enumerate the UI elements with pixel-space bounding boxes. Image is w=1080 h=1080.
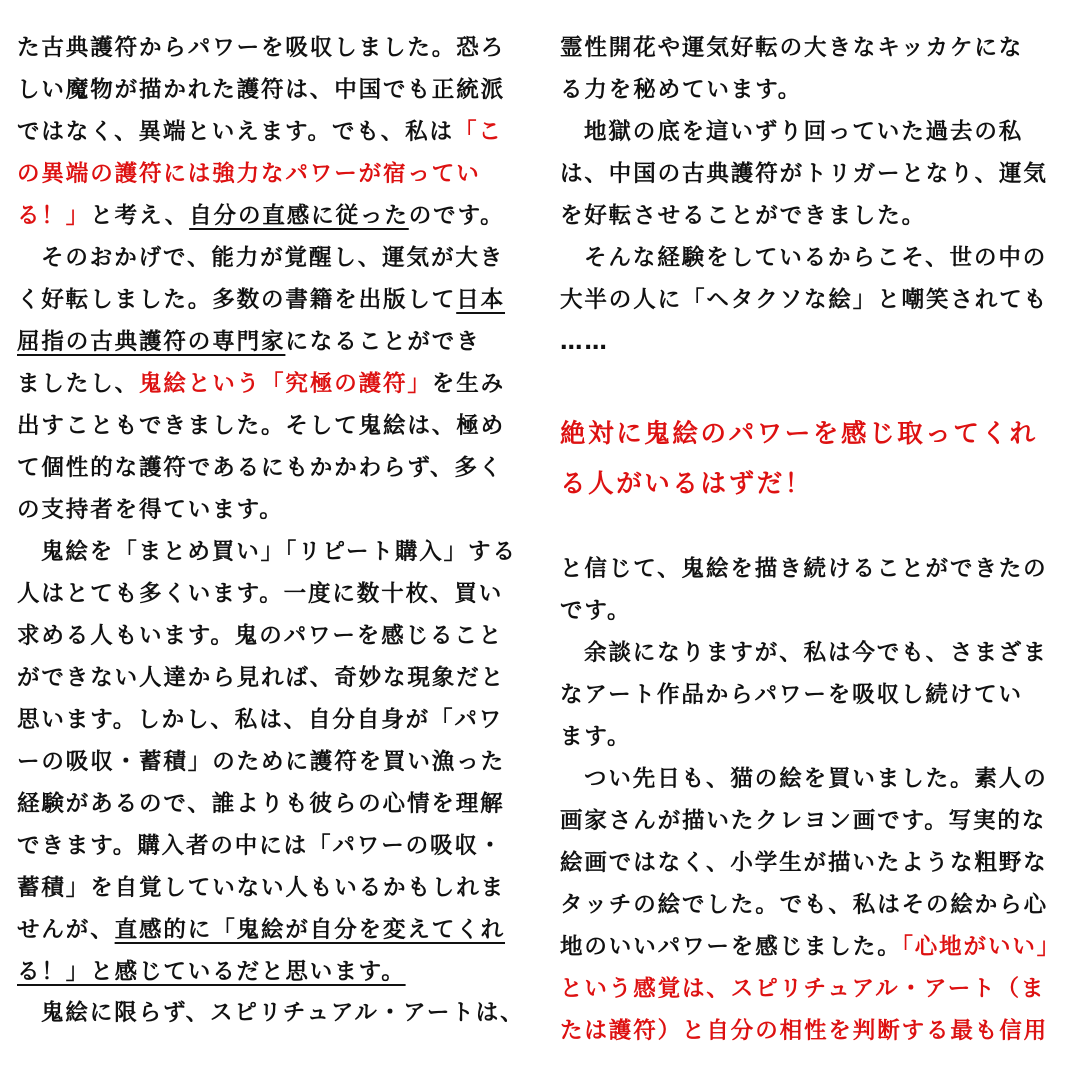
text-line: 霊性開花や運気好転の大きなキッカケにな <box>560 35 1024 61</box>
paragraph-start: そのおかげで、能力が覚醒し、運気が大き <box>41 245 505 271</box>
text-line <box>17 951 406 993</box>
text-line: る！」と考え、自分の直感に従ったのです。 <box>17 203 505 229</box>
underlined-emphasis: 屈指の古典護符の専門家 <box>17 329 286 355</box>
text-line: を好転させることができました。 <box>560 203 927 229</box>
text-line: る力を秘めています。 <box>560 77 803 103</box>
underlined-emphasis: 直感的に「鬼絵が自分を変えてくれ <box>114 917 506 943</box>
red-emphasis-line: の異端の護符には強力なパワーが宿ってい <box>17 161 481 187</box>
text-line: 蓄積」を自覚していない人もいるかもしれま <box>17 875 506 901</box>
text-line: ましたし、鬼絵という「究極の護符」を生み <box>17 371 506 397</box>
text-line: 人はとても多くいます。一度に数十枚、買い <box>17 581 504 607</box>
red-emphasis-line: たは護符）と自分の相性を判断する最も信用 <box>560 1018 1049 1044</box>
text-line: なアート作品からパワーを吸収し続けてい <box>560 682 1023 708</box>
text-line: ができない人達から見れば、奇妙な現象だと <box>17 665 506 691</box>
text-line: せんが、直感的に「鬼絵が自分を変えてくれ <box>17 917 506 943</box>
text-line: と信じて、鬼絵を描き続けることができたの <box>560 556 1048 582</box>
text-line: しい魔物が描かれた護符は、中国でも正統派 <box>17 77 506 103</box>
ellipsis-line: …… <box>560 329 609 355</box>
underlined-emphasis: 自分の直感に従った <box>189 203 409 229</box>
text-line: 求める人もいます。鬼のパワーを感じること <box>17 623 504 649</box>
paragraph-start: 余談になりますが、私は今でも、さまざま <box>584 640 1048 666</box>
red-emphasis: る！」 <box>17 203 91 229</box>
text-line: タッチの絵でした。でも、私はその絵から心 <box>560 892 1049 918</box>
text-line: た古典護符からパワーを吸収しました。恐ろ <box>17 35 506 61</box>
text-line: 屈指の古典護符の専門家になることができ <box>17 329 481 355</box>
text-line: ではなく、異端といえます。でも、私は「こ <box>17 119 503 145</box>
text-line: 絵画ではなく、小学生が描いたような粗野な <box>560 850 1048 876</box>
text-line: の支持者を得ています。 <box>17 497 284 523</box>
text-line: です。 <box>560 598 632 624</box>
text-line: は、中国の古典護符がトリガーとなり、運気 <box>560 161 1048 187</box>
text-line: できます。購入者の中には「パワーの吸収・ <box>17 833 504 859</box>
paragraph-start: そんな経験をしているからこそ、世の中の <box>584 245 1048 271</box>
red-emphasis: 「心地がいい」 <box>901 934 1062 960</box>
red-emphasis: 「こ <box>453 119 503 145</box>
highlighted-quote-line: 絶対に鬼絵のパワーを感じ取ってくれ <box>560 419 1038 449</box>
underlined-emphasis: 日本 <box>456 287 506 313</box>
text-line: く好転しました。多数の書籍を出版して日本 <box>17 287 506 313</box>
paragraph-start: つい先日も、猫の絵を買いました。素人の <box>584 766 1048 792</box>
text-line: て個性的な護符であるにもかかわらず、多く <box>17 455 504 481</box>
text-line: 大半の人に「ヘタクソな絵」と嘲笑されても <box>560 287 1049 313</box>
highlighted-quote-line: る人がいるはずだ！ <box>560 469 813 499</box>
red-emphasis-line: という感覚は、スピリチュアル・アート（ま <box>560 976 1046 1002</box>
paragraph-start: 鬼絵に限らず、スピリチュアル・アートは、 <box>41 1000 525 1026</box>
paragraph-start: 地獄の底を這いずり回っていた過去の私 <box>584 119 1024 145</box>
text-line: 出すこともできました。そして鬼絵は、極め <box>17 413 506 439</box>
text-line: 思います。しかし、私は、自分自身が「パワ <box>17 707 504 733</box>
red-emphasis: 鬼絵という「究極の護符」 <box>139 371 432 397</box>
underlined-emphasis: る！」と感じているだと思います。 <box>17 959 406 985</box>
text-line: 地のいいパワーを感じました。「心地がいい」 <box>560 934 1062 960</box>
text-line: 画家さんが描いたクレヨン画です。写実的な <box>560 808 1047 834</box>
text-line: 経験があるので、誰よりも彼らの心情を理解 <box>17 791 505 817</box>
text-line: ます。 <box>560 724 632 750</box>
text-line: ーの吸収・蓄積」のために護符を買い漁った <box>17 749 506 775</box>
paragraph-start: 鬼絵を「まとめ買い」「リピート購入」する <box>41 539 517 565</box>
